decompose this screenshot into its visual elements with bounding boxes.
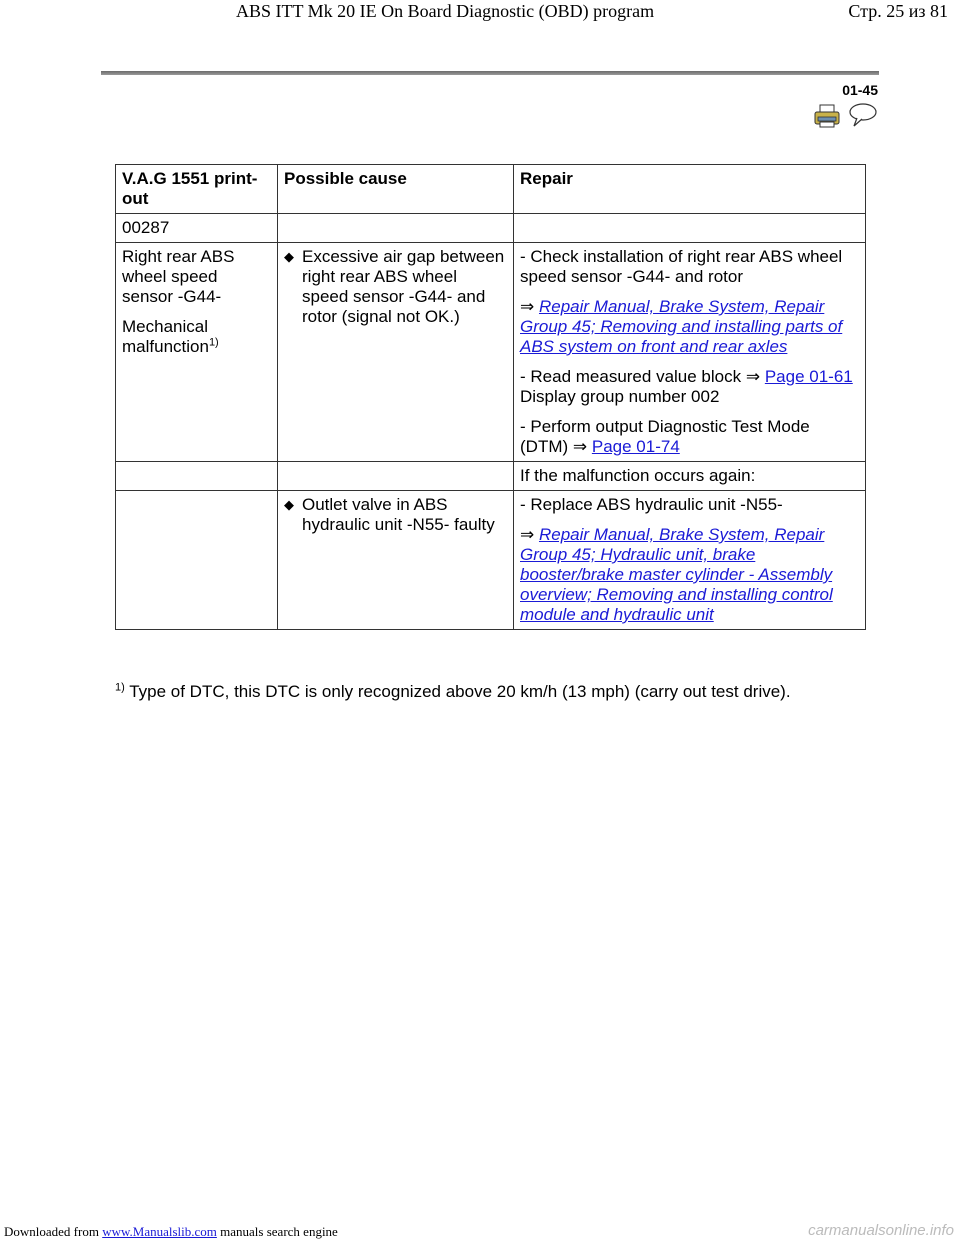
manualslib-link[interactable]: www.Manualslib.com — [102, 1224, 217, 1239]
repair-step: - Read measured value block ⇒ Page 01-61 Display group number 002 — [520, 367, 853, 406]
empty-cell — [116, 462, 278, 491]
watermark: carmanualsonline.info — [808, 1222, 954, 1239]
page-link[interactable]: Page 01-74 — [591, 437, 680, 456]
printout-cell — [116, 243, 278, 462]
header-cause: Possible cause — [278, 165, 514, 214]
table-row — [116, 462, 866, 491]
repair-cell — [514, 243, 866, 462]
footnote-ref: 1) — [208, 336, 219, 349]
list-item — [284, 495, 507, 535]
page-header — [0, 0, 960, 26]
list-item — [284, 247, 507, 327]
toolbar-icons — [814, 102, 880, 128]
repair-step: - Check installation of right rear ABS wheel speed sensor -G44- and rotor — [520, 247, 843, 286]
table-row — [116, 491, 866, 630]
again-note: If the malfunction occurs again: — [514, 462, 866, 491]
cause-text: Outlet valve in ABS hydraulic unit -N55- faulty — [302, 495, 495, 534]
table-row — [116, 214, 866, 243]
arrow-icon: ⇒ — [745, 367, 761, 386]
dtc-table — [115, 164, 866, 630]
repair-manual-link[interactable]: Repair Manual, Brake System, Repair Group 45; Hydraulic unit, brake booster/brake master cylinder - Assembly overview; Removing and installing control module and hydraulic unit — [520, 525, 833, 624]
page-link[interactable]: Page 01-61 — [764, 367, 853, 386]
header-repair: Repair — [514, 165, 866, 214]
arrow-icon: ⇒ — [520, 297, 535, 316]
page-indicator: Стр. 25 из 81 — [848, 1, 948, 21]
malfunction-type: Mechanical malfunction$^{1)}$ — [122, 317, 219, 356]
page-code: 01-45 — [842, 82, 878, 98]
empty-cell — [278, 462, 514, 491]
speech-bubble-icon[interactable] — [848, 102, 878, 133]
document-title: ABS ITT Mk 20 IE On Board Diagnostic (OBD) program — [236, 1, 655, 21]
header-printout: V.A.G 1551 print-out — [116, 165, 278, 214]
footnote — [115, 682, 791, 702]
footnote-mark: 1) — [115, 681, 125, 694]
repair-step: - Perform output Diagnostic Test Mode (DTM) ⇒ Page 01-74 — [520, 417, 810, 456]
dtc-code: 00287 — [116, 214, 278, 243]
download-credit: Downloaded from www.Manualslib.com manuals search engine — [4, 1224, 338, 1239]
cause-cell — [278, 491, 514, 630]
header-rule — [101, 71, 879, 75]
empty-cell — [514, 214, 866, 243]
arrow-icon: ⇒ — [520, 525, 535, 544]
table-row — [116, 243, 866, 462]
repair-step: - Replace ABS hydraulic unit -N55- — [520, 495, 783, 514]
diamond-bullet-icon: ◆ — [284, 249, 294, 264]
repair-reference — [520, 297, 859, 357]
footnote-text: Type of DTC, this DTC is only recognized above 20 km/h (13 mph) (carry out test drive). — [129, 682, 791, 701]
repair-reference — [520, 525, 859, 625]
repair-cell — [514, 491, 866, 630]
empty-cell — [116, 491, 278, 630]
table-header-row — [116, 165, 866, 214]
empty-cell — [278, 214, 514, 243]
arrow-icon: ⇒ — [572, 437, 588, 456]
cause-text: Excessive air gap between right rear ABS wheel speed sensor -G44- and rotor (signal not OK.) — [302, 247, 505, 326]
diamond-bullet-icon: ◆ — [284, 497, 294, 512]
printer-icon[interactable] — [814, 104, 840, 133]
cause-cell — [278, 243, 514, 462]
component-name: Right rear ABS wheel speed sensor -G44- — [122, 247, 235, 306]
repair-manual-link[interactable]: Repair Manual, Brake System, Repair Group 45; Removing and installing parts of ABS system on front and rear axles — [520, 297, 843, 356]
page-footer — [0, 1222, 960, 1242]
